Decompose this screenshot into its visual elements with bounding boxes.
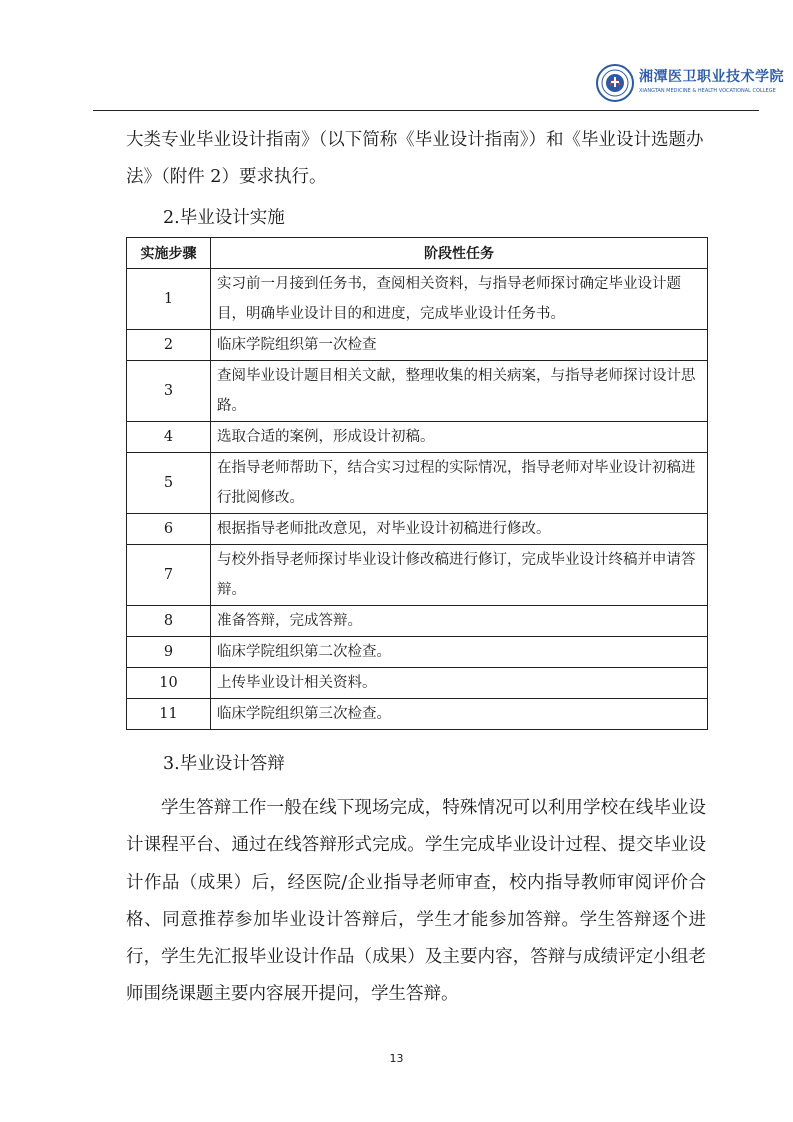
step-task: 与校外指导老师探讨毕业设计修改稿进行修订，完成毕业设计终稿并申请答辩。 [211,545,708,606]
section-heading-defense: 3.毕业设计答辩 [163,754,285,774]
table-header-row [127,238,708,269]
table-row [127,545,708,606]
step-task: 临床学院组织第一次检查 [211,330,708,361]
column-header-task: 阶段性任务 [211,238,708,269]
table-row [127,422,708,453]
table-row [127,330,708,361]
college-emblem-icon [596,64,634,102]
step-number: 2 [127,330,211,361]
step-number: 4 [127,422,211,453]
step-number: 6 [127,514,211,545]
college-logo [596,64,784,104]
table-row [127,637,708,668]
step-task: 根据指导老师批改意见，对毕业设计初稿进行修改。 [211,514,708,545]
header-divider [93,110,759,111]
step-number: 10 [127,668,211,699]
table-row [127,606,708,637]
step-number: 8 [127,606,211,637]
table-row [127,668,708,699]
step-task: 查阅毕业设计题目相关文献，整理收集的相关病案，与指导老师探讨设计思路。 [211,361,708,422]
table-row [127,269,708,330]
implementation-steps-table [126,237,708,730]
step-task: 选取合适的案例，形成设计初稿。 [211,422,708,453]
step-number: 1 [127,269,211,330]
step-number: 5 [127,453,211,514]
table-row [127,699,708,730]
column-header-step: 实施步骤 [127,238,211,269]
page-header [0,0,793,112]
step-task: 实习前一月接到任务书，查阅相关资料，与指导老师探讨确定毕业设计题目，明确毕业设计目的和进度，完成毕业设计任务书。 [211,269,708,330]
step-number: 11 [127,699,211,730]
step-task: 上传毕业设计相关资料。 [211,668,708,699]
intro-paragraph: 大类专业毕业设计指南》（以下简称《毕业设计指南》）和《毕业设计选题办法》（附件 2）要求执行。 [126,130,704,187]
table-row [127,514,708,545]
step-task: 临床学院组织第二次检查。 [211,637,708,668]
page-number: 13 [389,1052,404,1065]
step-number: 3 [127,361,211,422]
defense-paragraph: 学生答辩工作一般在线下现场完成，特殊情况可以利用学校在线毕业设计课程平台、通过在线答辩形式完成。学生完成毕业设计过程、提交毕业设计作品（成果）后，经医院/企业指导老师审查，校内指导教师审阅评价合格、同意推荐参加毕业设计答辩后，学生才能参加答辩。学生答辩逐个进行，学生先汇报毕业设计作品（成果）及主要内容，答辩与成绩评定小组老师围绕课题主要内容展开提问，学生答辩。 [126,798,706,1005]
table-row [127,361,708,422]
table-row [127,453,708,514]
step-number: 9 [127,637,211,668]
college-name-english: XIANGTAN MEDICINE & HEALTH VOCATIONAL COLLEGE [639,88,776,94]
step-task: 准备答辩，完成答辩。 [211,606,708,637]
step-task: 临床学院组织第三次检查。 [211,699,708,730]
college-name: 湘潭医卫职业技术学院 [639,69,784,85]
step-number: 7 [127,545,211,606]
section-heading-implementation: 2.毕业设计实施 [163,208,285,228]
step-task: 在指导老师帮助下，结合实习过程的实际情况，指导老师对毕业设计初稿进行批阅修改。 [211,453,708,514]
